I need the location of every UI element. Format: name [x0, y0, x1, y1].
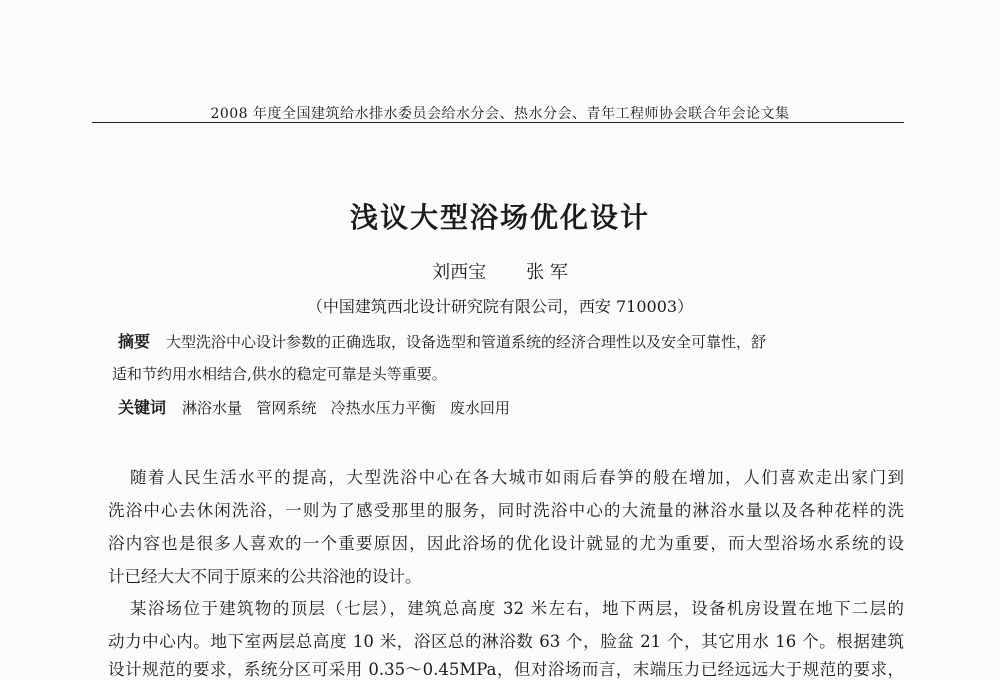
- keywords-line: [118, 396, 902, 420]
- body-line: 计已经大大不同于原来的公共浴池的设计。: [108, 567, 422, 586]
- author-name: 张 军: [526, 262, 568, 283]
- body-line: 设计规范的要求，系统分区可采用 0.35～0.45MPa，但对浴场而言，末端压力已经远远大于规范的要求，: [108, 660, 904, 679]
- abstract-text: 大型洗浴中心设计参数的正确选取，设备选型和管道系统的经济合理性以及安全可靠性，舒: [166, 333, 767, 351]
- proceedings-header: 2008 年度全国建筑给水排水委员会给水分会、热水分会、青年工程师协会联合年会论文集: [210, 106, 790, 122]
- keywords-list: 淋浴水量 管网系统 冷热水压力平衡 废水回用: [182, 399, 510, 417]
- affiliation: （中国建筑西北设计研究院有限公司，西安 710003）: [306, 297, 694, 316]
- author-name: 刘西宝: [432, 262, 487, 283]
- keywords-label: 关键词: [118, 398, 167, 417]
- body-line: 动力中心内。地下室两层总高度 10 米，浴区总的淋浴数 63 个，脸盆 21 个，其它用水 16 个。根据建筑: [108, 632, 904, 651]
- abstract-line-1: [118, 330, 902, 354]
- body-line: 某浴场位于建筑物的顶层（七层），建筑总高度 32 米左右，地下两层，设备机房设置在地下二层的: [130, 599, 904, 618]
- paper-title: 浅议大型浴场优化设计: [349, 201, 650, 234]
- body-line: 随着人民生活水平的提高，大型洗浴中心在各大城市如雨后春笋的般在增加，人们喜欢走出家门到: [130, 468, 904, 487]
- abstract-text: 适和节约用水相结合,供水的稳定可靠是头等重要。: [112, 365, 447, 383]
- abstract-label: 摘要: [118, 332, 151, 351]
- body-line: 浴内容也是很多人喜欢的一个重要原因，因此浴场的优化设计就显的尤为重要，而大型浴场水系统的设: [108, 534, 904, 553]
- body-line: 洗浴中心去休闲洗浴，一则为了感受那里的服务，同时洗浴中心的大流量的淋浴水量以及各种花样的洗: [108, 501, 904, 520]
- header-divider: [92, 122, 904, 123]
- author-list: [0, 258, 1000, 284]
